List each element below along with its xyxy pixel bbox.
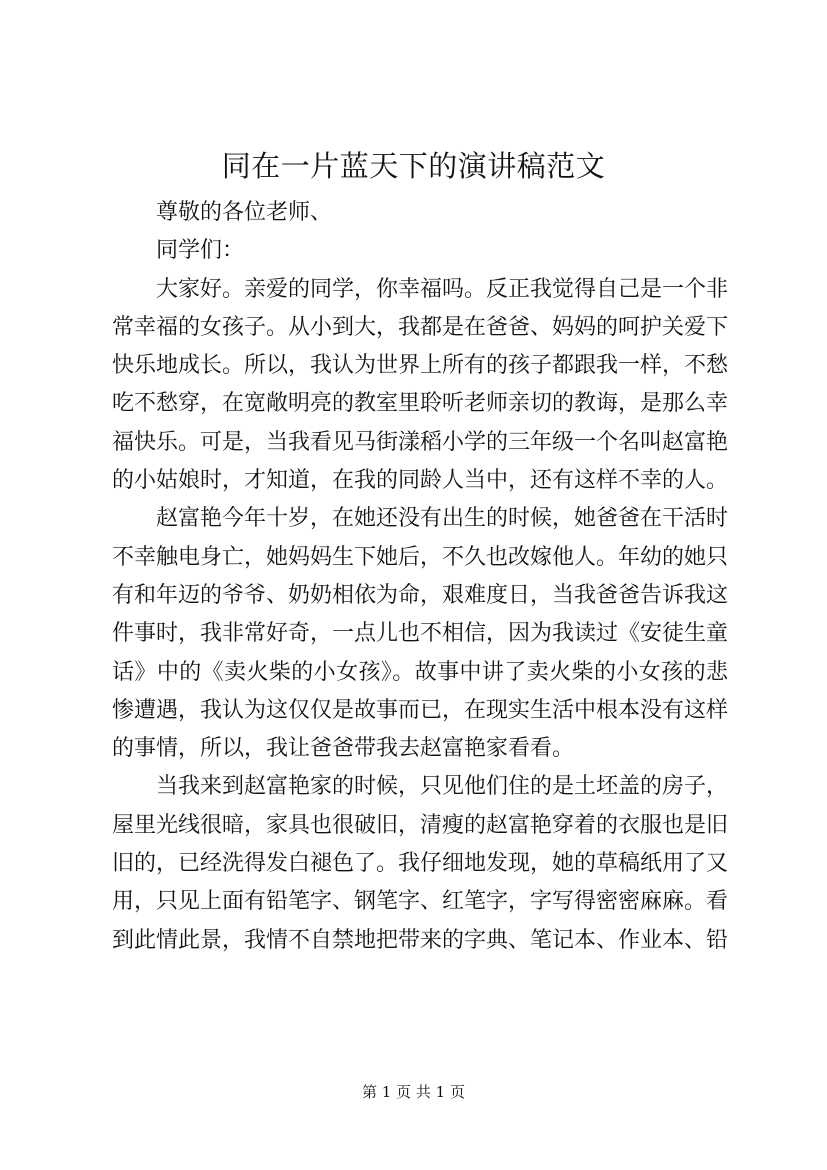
salutation-line: 同学们： [156,238,245,264]
paragraph-line: 福快乐。可是，当我看见马街漾稻小学的三年级一个名叫赵富艳 [112,429,729,455]
paragraph-line: 到此情此景，我情不自禁地把带来的字典、笔记本、作业本、铅 [112,927,729,953]
paragraph-line: 快乐地成长。所以，我认为世界上所有的孩子都跟我一样，不愁 [112,353,729,379]
paragraph-line: 有和年迈的爷爷、奶奶相依为命，艰难度日，当我爸爸告诉我这 [112,582,729,608]
paragraph-line: 当我来到赵富艳家的时候，只见他们住的是土坯盖的房子， [156,774,729,800]
paragraph-line: 话》中的《卖火柴的小女孩》。故事中讲了卖火柴的小女孩的悲 [112,659,728,685]
paragraph-line: 的事情，所以，我让爸爸带我去赵富艳家看看。 [112,736,575,762]
salutation-line: 尊敬的各位老师、 [156,200,333,225]
paragraph-line: 件事时，我非常好奇，一点儿也不相信，因为我读过《安徒生童 [112,621,729,647]
paragraph-line: 大家好。亲爱的同学，你幸福吗。反正我觉得自己是一个非 [156,276,729,302]
page-footer: 第 1 页 共 1 页 [362,1083,465,1101]
paragraph-line: 的小姑娘时，才知道，在我的同龄人当中，还有这样不幸的人。 [112,468,729,494]
paragraph-line: 常幸福的女孩子。从小到大，我都是在爸爸、妈妈的呵护关爱下 [112,314,729,340]
paragraph-line: 屋里光线很暗，家具也很破旧，清瘦的赵富艳穿着的衣服也是旧 [112,812,729,838]
paragraph-line: 旧的，已经洗得发白褪色了。我仔细地发现，她的草稿纸用了又 [112,851,729,877]
paragraph-line: 惨遭遇，我认为这仅仅是故事而已，在现实生活中根本没有这样 [112,697,729,723]
document-title: 同在一片蓝天下的演讲稿范文 [221,149,606,183]
paragraph-line: 用，只见上面有铅笔字、钢笔字、红笔字，字写得密密麻麻。看 [112,889,729,915]
paragraph-line: 赵富艳今年十岁，在她还没有出生的时候，她爸爸在干活时 [156,506,729,532]
document-body [112,194,728,960]
paragraph-line: 不幸触电身亡，她妈妈生下她后，不久也改嫁他人。年幼的她只 [112,544,729,570]
paragraph-line: 吃不愁穿，在宽敞明亮的教室里聆听老师亲切的教诲，是那么幸 [112,391,729,417]
